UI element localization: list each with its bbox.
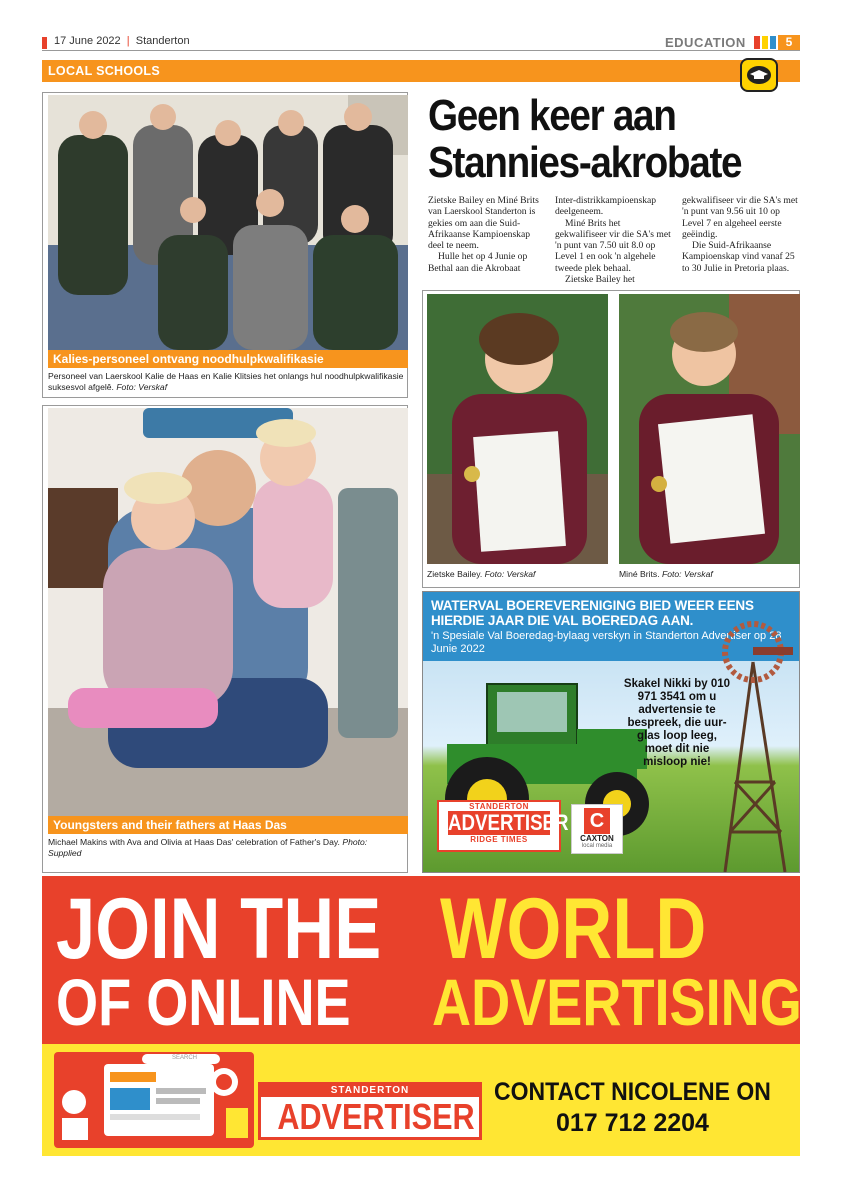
photo2-title-bar: Youngsters and their fathers at Haas Das [48,816,408,834]
contact-nicolene-line: CONTACT NICOLENE ON [494,1078,771,1106]
photo1-caption-text: Personeel van Laerskool Kalie de Haas en Kalie Klitsies het onlangs hul noodhulpkwalifikasie suksesvol afgelê. [48,371,404,392]
caxton-c-icon: C [584,808,610,834]
staff-group-photo [48,95,408,350]
photo2-credit: Photo: Supplied [48,837,368,858]
zietske-bailey-photo [427,294,608,564]
article-column-1 [428,195,545,274]
banner-join-the: JOIN THE [56,881,382,977]
header-location: Standerton [135,35,190,47]
advertiser-large-top: STANDERTON [261,1085,479,1097]
header-square-red [754,36,760,49]
advertiser-large-main: ADVERTISER [277,1096,475,1137]
advertiser-logo-bottom: RIDGE TIMES [470,835,528,844]
fathers-day-photo [48,408,408,816]
col1-paragraph-2: Hulle het op 4 Junie op Bethal aan die Akrobaat [428,251,528,274]
section-title: EDUCATION [665,35,746,50]
headline-line-2: Stannies-akrobate [428,138,742,187]
header-date-location: 17 June 2022 | Standerton [54,35,190,47]
article-headline [428,92,755,186]
contact-phone-number: 017 712 2204 [556,1109,709,1137]
col2-paragraph-1: Inter-distrikkampioenskap deelgeneem. [555,195,657,218]
headline-line-1: Geen keer aan [428,91,676,140]
article-column-2 [555,195,672,285]
col2-paragraph-2: Miné Brits het gekwalifiseer vir die SA's met 'n punt van 7.50 uit 8.0 op Level 1 en ook 'n algehele tweede plek behaal. [555,217,671,274]
photo2-caption-text: Michael Makins with Ava and Olivia at Haas Das' celebration of Father's Day. [48,837,340,847]
header-accent-bar [42,37,47,49]
advertiser-logo-main: ADVERTISER [448,810,569,835]
boeredag-advert [422,591,800,873]
photo1-caption [48,371,406,393]
article-column-3 [682,195,799,274]
header-square-blue [770,36,776,49]
mine-caption-text: Miné Brits. [619,569,660,579]
header-square-yellow [762,36,768,49]
advertiser-logo-small [437,800,569,852]
col3-paragraph-2: Die Suid-Afrikaanse Kampioenskap vind vanaf 25 to 30 Julie in Pretoria plaas. [682,240,795,274]
local-schools-label: LOCAL SCHOOLS [48,64,161,78]
caxton-sub-text: local media [581,843,613,849]
photo1-credit: Foto: Verskaf [116,382,168,392]
zietske-caption [427,569,607,580]
mine-caption [619,569,799,580]
page-number: 5 [778,35,800,50]
zietske-credit: Foto: Verskaf [484,569,536,579]
mine-brits-photo [619,294,800,564]
online-illustration [54,1052,254,1148]
photo1-title-bar: Kalies-personeel ontvang noodhulpkwalifikasie [48,350,408,368]
mine-credit: Foto: Verskaf [661,569,713,579]
search-label: SEARCH [172,1055,198,1061]
zietske-caption-text: Zietske Bailey. [427,569,483,579]
col3-paragraph-1: gekwalifiseer vir die SA's met 'n punt van 9.56 uit 10 op Level 7 en algeheel eerste geëindig. [682,195,798,240]
boeredag-contact: Skakel Nikki by 010 971 3541 om u advertensie te bespreek, die uur-glas loop leeg, moet dit nie misloop nie! [623,678,731,768]
advertiser-logo-top: STANDERTON [469,802,529,811]
advertiser-logo-large [258,1082,482,1140]
col2-paragraph-3: Zietske Bailey het [565,274,635,286]
banner-of-online: OF ONLINE [56,965,351,1039]
windmill-icon [705,602,800,873]
col1-paragraph-1: Zietske Bailey en Miné Brits van Laerskool Standerton is gekies om aan die Suid-Afrikaanse Kampioenskap deel te neem. [428,195,539,252]
header-rule [42,50,800,51]
boeredag-headline: WATERVAL BOEREVERENIGING BIED WEER EENS HIERDIE JAAR DIE VAL BOEREDAG AAN. [431,598,754,628]
caxton-text: CAXTON [580,834,614,843]
boeredag-subline: 'n Spesiale Val Boeredag-bylaag verskyn in Standerton Advertiser op 28 Junie 2022 [431,630,782,655]
banner-world: WORLD [440,881,707,977]
caxton-logo [571,804,623,854]
photo2-caption [48,837,400,859]
graduation-cap-icon [740,58,778,92]
header-date: 17 June 2022 [54,35,121,47]
banner-advertising: ADVERTISING [432,965,802,1039]
